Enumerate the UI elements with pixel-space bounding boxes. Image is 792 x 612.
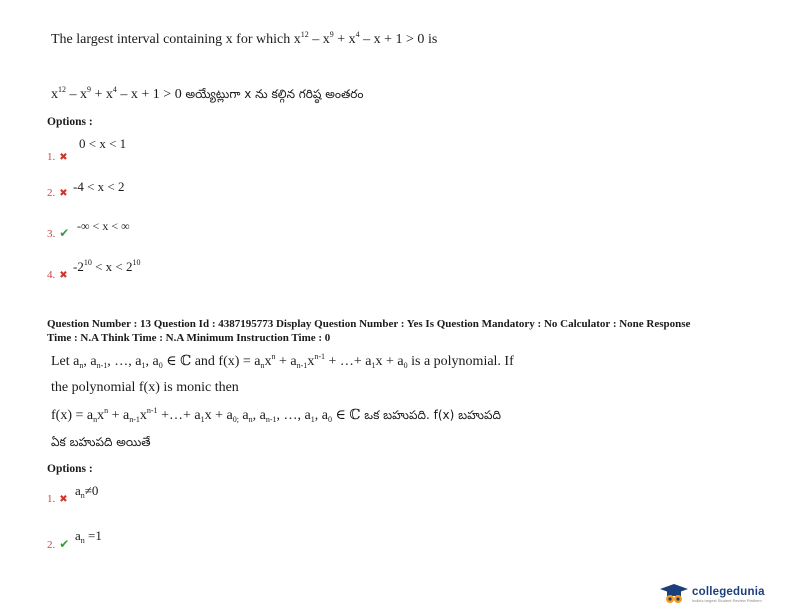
q12-option-4[interactable] — [47, 265, 68, 283]
option-number: 2. — [47, 187, 56, 199]
q13-telugu-line-2: ఏక బహుపది అయితే — [51, 435, 151, 449]
correct-check-icon: ✔ — [59, 226, 70, 240]
q12-option-4-text: $-2^{10} < x < 2^{10}$ — [73, 258, 141, 274]
q13-option-1-text: $a_n\ne 0$ — [75, 483, 99, 500]
logo-name: collegedunia — [692, 585, 765, 598]
q13-option-2[interactable] — [47, 535, 69, 553]
wrong-cross-icon: ✖ — [59, 188, 68, 199]
q12-option-2-text: -4 < x < 2 — [73, 179, 125, 194]
q12-telugu-text: $x^{12} - x^9 + x^4 - x + 1 > 0$ అయ్యేట్లుగా x ను కల్గిన గరిష్ఠ అంతరం — [51, 85, 364, 102]
option-number: 1. — [47, 493, 56, 505]
correct-check-icon: ✔ — [59, 537, 70, 551]
q12-option-1-text: 0 < x < 1 — [79, 136, 127, 151]
graduation-owl-icon — [659, 583, 689, 605]
option-number: 2. — [47, 539, 56, 551]
option-number: 1. — [47, 151, 56, 163]
wrong-cross-icon: ✖ — [59, 494, 68, 505]
q13-meta-line-2: Time : N.A Think Time : N.A Minimum Instruction Time : 0 — [47, 332, 331, 344]
q13-english-line-1: Let $a_n$, $a_{n-1}$, …, $a_1$, $a_0$ ∈ ℂ and $f(x) = a_nx^n + a_{n-1}x^{n-1}$ + …+ $a_1x + a_0$ is a polynomial. If — [51, 352, 514, 370]
collegedunia-logo — [659, 583, 765, 605]
q12-option-3[interactable] — [47, 224, 69, 242]
q12-options-label: Options : — [47, 116, 93, 128]
q12-option-1[interactable] — [47, 147, 68, 165]
wrong-cross-icon: ✖ — [59, 270, 68, 281]
q13-meta-line-1: Question Number : 13 Question Id : 4387195773 Display Question Number : Yes Is Question Mandatory : No Calculator : None Response — [47, 318, 691, 330]
option-number: 3. — [47, 228, 56, 240]
option-number: 4. — [47, 269, 56, 281]
q12-english-text: The largest interval containing x for which $x^{12} - x^9 + x^4 - x + 1 > 0$ is — [51, 30, 438, 47]
q13-option-2-text: $a_n =1$ — [75, 528, 102, 545]
wrong-cross-icon: ✖ — [59, 152, 68, 163]
q13-option-1[interactable] — [47, 489, 68, 507]
q12-option-3-text: -∞ < x < ∞ — [77, 219, 130, 233]
q12-option-2[interactable] — [47, 183, 68, 201]
q13-options-label: Options : — [47, 463, 93, 475]
q13-telugu-line-1: $f(x) = a_nx^n + a_{n-1}x^{n-1}$ +…+ $a_1x + a_{0;}$ $a_n$, $a_{n-1}$, …, $a_1$, $a_0$ ∈ ℂ ఒక బహుపది. f(x) బహుపది — [51, 406, 501, 424]
q13-english-line-2: the polynomial f(x) is monic then — [51, 380, 239, 395]
logo-tagline: India's largest Student Review Platform — [692, 597, 762, 603]
